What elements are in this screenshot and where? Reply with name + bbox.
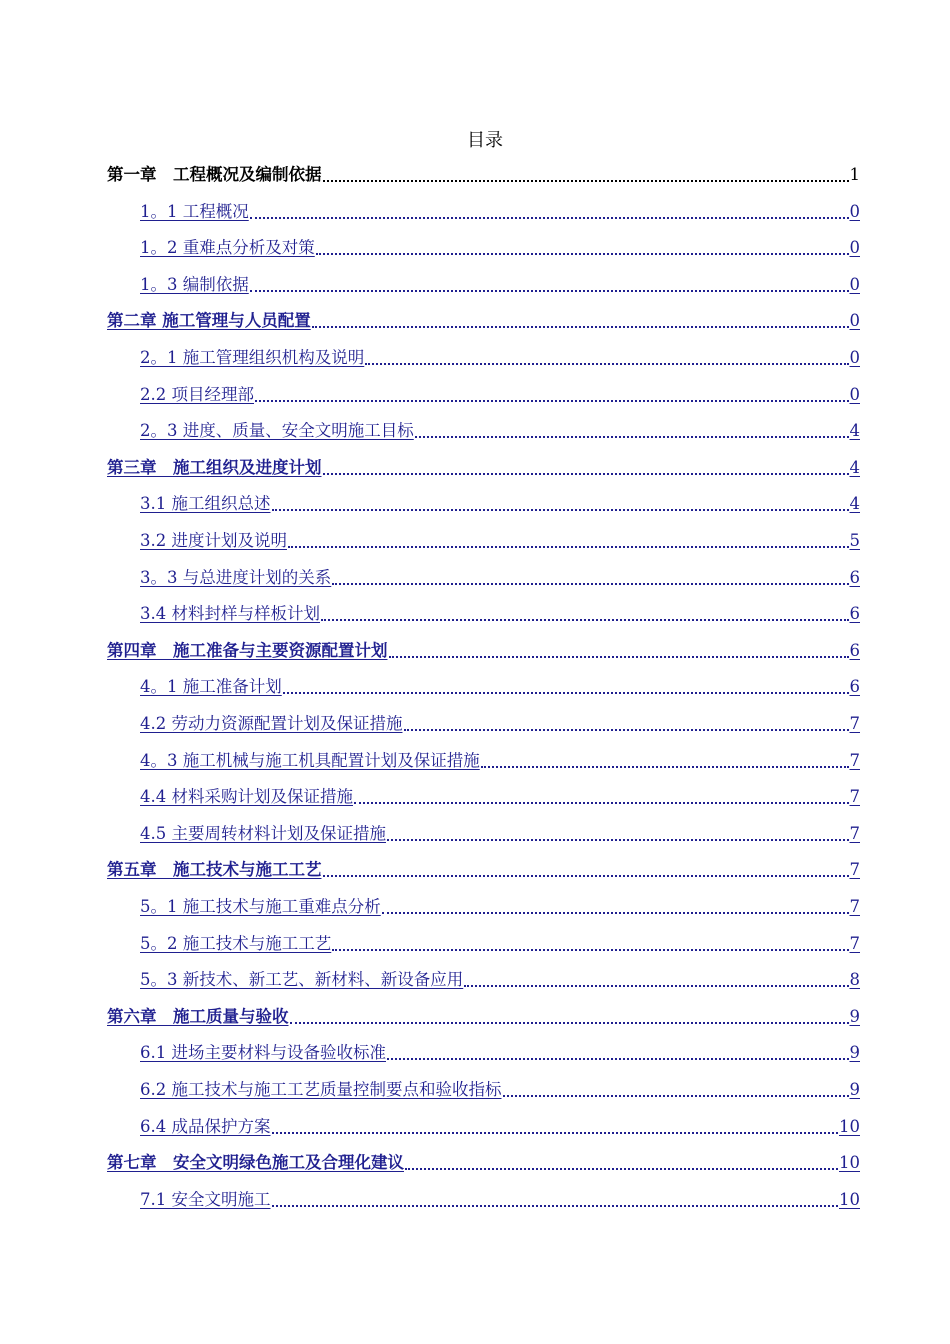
toc-dot-leader — [405, 1168, 838, 1170]
toc-page-number: 6 — [849, 604, 860, 624]
toc-dot-leader — [387, 839, 849, 841]
toc-dot-leader — [332, 583, 848, 585]
toc-entry-label: 第三章 施工组织及进度计划 — [107, 457, 322, 477]
toc-chapter-entry[interactable] — [107, 857, 860, 883]
toc-entry-label: 3.2 进度计划及说明 — [140, 531, 287, 550]
toc-page-number: 5 — [849, 531, 860, 550]
toc-page-number: 8 — [849, 970, 860, 990]
toc-page-number: 0 — [849, 384, 860, 404]
toc-section-entry[interactable] — [140, 931, 860, 957]
toc-section-entry[interactable] — [140, 748, 860, 774]
toc-section-entry[interactable] — [140, 1187, 860, 1213]
toc-dot-leader — [481, 766, 849, 768]
toc-section-entry[interactable] — [140, 528, 860, 554]
toc-page-number: 7 — [849, 823, 860, 843]
toc-section-entry[interactable] — [140, 784, 860, 810]
toc-page-number: 7 — [849, 933, 860, 953]
toc-entry-label: 2。1 施工管理组织机构及说明 — [140, 348, 365, 367]
toc-entry-label: 4.4 材料采购计划及保证措施 — [140, 787, 353, 807]
toc-page-number: 0 — [849, 201, 860, 221]
toc-entry-label: 6.4 成品保护方案 — [140, 1116, 271, 1136]
toc-dot-leader — [272, 1132, 839, 1134]
toc-section-entry[interactable] — [140, 382, 860, 408]
toc-section-entry[interactable] — [140, 1040, 860, 1066]
toc-section-entry[interactable] — [140, 199, 860, 225]
toc-chapter-entry[interactable] — [107, 638, 860, 664]
toc-page-number: 4 — [849, 494, 860, 514]
toc-entry-label: 7.1 安全文明施工 — [140, 1189, 271, 1209]
toc-dot-leader — [272, 509, 849, 511]
toc-page-number: 10 — [839, 1153, 860, 1173]
toc-page-number: 0 — [849, 238, 860, 258]
toc-dot-leader — [312, 326, 849, 328]
toc-dot-leader — [389, 656, 849, 658]
toc-page-number: 4 — [849, 457, 860, 477]
toc-entry-label: 4.5 主要周转材料计划及保证措施 — [140, 823, 386, 843]
toc-entry-label: 1。3 编制依据 — [140, 274, 249, 294]
toc-page-number: 6 — [849, 677, 860, 697]
toc-dot-leader — [272, 1205, 839, 1207]
toc-page-number: 10 — [839, 1116, 860, 1136]
toc-dot-leader — [323, 473, 849, 475]
toc-dot-leader — [250, 290, 849, 292]
toc-dot-leader — [288, 546, 849, 548]
toc-page-number: 6 — [849, 567, 860, 587]
toc-chapter-entry[interactable] — [107, 455, 860, 481]
toc-dot-leader — [323, 180, 849, 182]
toc-page-number: 0 — [849, 348, 860, 367]
toc-entry-label: 5。3 新技术、新工艺、新材料、新设备应用 — [140, 970, 464, 990]
toc-entry-label: 第二章 施工管理与人员配置 — [107, 311, 311, 331]
toc-section-entry[interactable] — [140, 418, 860, 444]
toc-section-entry[interactable] — [140, 1114, 860, 1140]
toc-dot-leader — [464, 985, 848, 987]
toc-dot-leader — [503, 1095, 849, 1097]
toc-chapter-entry[interactable] — [107, 1004, 860, 1030]
toc-entry-label: 3.1 施工组织总述 — [140, 494, 271, 514]
toc-page-number: 10 — [839, 1189, 860, 1209]
toc-page-number: 0 — [849, 274, 860, 294]
toc-dot-leader — [387, 1058, 849, 1060]
toc-entry-label: 第四章 施工准备与主要资源配置计划 — [107, 640, 388, 660]
toc-dot-leader — [332, 949, 848, 951]
toc-entry-label: 第五章 施工技术与施工工艺 — [107, 860, 322, 880]
toc-dot-leader — [321, 619, 849, 621]
toc-page-number: 6 — [849, 640, 860, 660]
toc-entry-label: 2.2 项目经理部 — [140, 384, 254, 404]
toc-entry-label: 第一章 工程概况及编制依据 — [107, 165, 322, 184]
toc-section-entry[interactable] — [140, 894, 860, 920]
toc-title: 目录 — [467, 130, 503, 151]
toc-entry-label: 1。2 重难点分析及对策 — [140, 238, 315, 258]
toc-page-number: 7 — [849, 787, 860, 807]
toc-section-entry[interactable] — [140, 821, 860, 847]
toc-page-number: 7 — [849, 750, 860, 770]
toc-section-entry[interactable] — [140, 967, 860, 993]
toc-entry-label: 4.2 劳动力资源配置计划及保证措施 — [140, 714, 403, 733]
toc-page-number: 9 — [849, 1043, 860, 1063]
toc-page-number: 7 — [849, 714, 860, 733]
toc-section-entry[interactable] — [140, 491, 860, 517]
toc-entry-label: 5。2 施工技术与施工工艺 — [140, 933, 332, 953]
toc-section-entry[interactable] — [140, 711, 860, 737]
toc-entry-label: 4。1 施工准备计划 — [140, 677, 282, 697]
toc-dot-leader — [316, 253, 849, 255]
toc-chapter-entry[interactable] — [107, 308, 860, 334]
toc-page-number: 0 — [849, 311, 860, 331]
toc-section-entry[interactable] — [140, 565, 860, 591]
toc-page-number: 1 — [849, 165, 860, 184]
toc-dot-leader — [250, 217, 849, 219]
toc-entry-label: 3。3 与总进度计划的关系 — [140, 567, 332, 587]
toc-page-number: 9 — [849, 1080, 860, 1099]
toc-section-entry[interactable] — [140, 345, 860, 371]
toc-entry-label: 1。1 工程概况 — [140, 201, 249, 221]
toc-section-entry[interactable] — [140, 601, 860, 627]
toc-section-entry[interactable] — [140, 235, 860, 261]
toc-section-entry[interactable] — [140, 674, 860, 700]
toc-entry-label: 6.1 进场主要材料与设备验收标准 — [140, 1043, 386, 1063]
toc-dot-leader — [354, 802, 849, 804]
toc-entry-label: 4。3 施工机械与施工机具配置计划及保证措施 — [140, 750, 480, 770]
toc-page-number: 4 — [849, 421, 860, 441]
toc-entry-label: 第七章 安全文明绿色施工及合理化建议 — [107, 1153, 404, 1173]
toc-dot-leader — [404, 729, 849, 731]
toc-entry-label: 3.4 材料封样与样板计划 — [140, 604, 320, 624]
toc-entry-label: 第六章 施工质量与验收 — [107, 1006, 289, 1026]
toc-section-entry[interactable] — [140, 272, 860, 298]
toc-dot-leader — [382, 912, 849, 914]
toc-page-number: 7 — [849, 897, 860, 916]
toc-page-number: 7 — [849, 860, 860, 880]
toc-entry-label: 2。3 进度、质量、安全文明施工目标 — [140, 421, 414, 441]
toc-dot-leader — [323, 875, 849, 877]
toc-chapter-entry — [107, 162, 860, 188]
toc-entry-label: 6.2 施工技术与施工工艺质量控制要点和验收指标 — [140, 1080, 502, 1099]
toc-page-number: 9 — [849, 1006, 860, 1026]
toc-dot-leader — [290, 1022, 849, 1024]
toc-entry-label: 5。1 施工技术与施工重难点分析 — [140, 897, 381, 916]
toc-dot-leader — [415, 436, 849, 438]
toc-section-entry[interactable] — [140, 1077, 860, 1103]
toc-dot-leader — [365, 363, 848, 365]
toc-chapter-entry[interactable] — [107, 1150, 860, 1176]
toc-dot-leader — [255, 400, 849, 402]
toc-dot-leader — [283, 692, 849, 694]
